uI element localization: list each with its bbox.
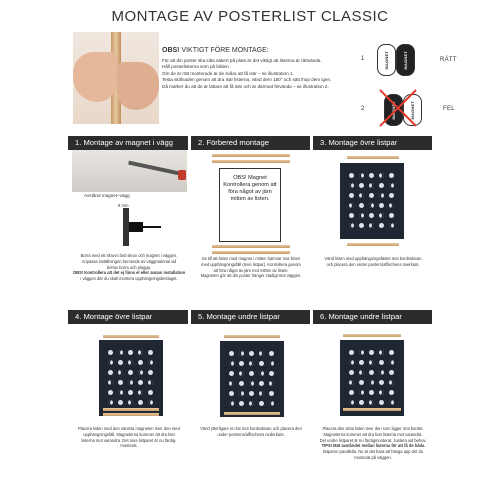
moon-dot [369, 390, 374, 395]
moon-dot [369, 193, 374, 198]
rail-step4-bottom-2 [103, 413, 159, 416]
mm-label: 8 mm [118, 203, 129, 208]
moon-dot [349, 173, 354, 178]
moon-dot [239, 401, 244, 406]
moon-dot [369, 183, 374, 188]
wrong-label: FEL [443, 106, 455, 112]
moon-dot [359, 370, 364, 375]
step-4-caption: Placera listen med den vänstra magneten över den med upphängningsfäll. Magneterna kommer att dra fast listerna mot varandra. Det övre listparet är nu färdig- monterat. [78, 426, 180, 449]
moon-dot [269, 391, 274, 396]
moon-dot [269, 401, 274, 406]
moon-dot [138, 350, 143, 355]
moon-dot [138, 370, 143, 375]
right-label: RÄTT [440, 57, 457, 63]
moon-dot [249, 381, 254, 386]
magnet-bar-dark-1: MAGNET [396, 44, 415, 76]
moon-dot [379, 350, 384, 355]
step-1-header: 1. Montage av magnet i vägg [68, 136, 188, 150]
moon-dot [369, 370, 374, 375]
moon-dot [138, 360, 143, 365]
moon-dot [359, 350, 364, 355]
magnet-note-card [219, 168, 281, 242]
moon-dot [359, 203, 364, 208]
rail-step4-bottom-1 [103, 408, 159, 411]
moon-dot [108, 380, 113, 385]
moon-dot [249, 401, 254, 406]
moon-dot [259, 391, 264, 396]
moon-dot [229, 381, 234, 386]
moon-dot [108, 370, 113, 375]
moon-dot [229, 371, 234, 376]
moon-dot [118, 400, 123, 405]
rail-step6-top [343, 334, 401, 337]
moon-dot [349, 400, 354, 405]
moon-dot [369, 350, 374, 355]
right-hand [117, 62, 159, 110]
step-1-caption: Borra med ett skruvs fast skruv och magnet i väggen. Anpassa inställningen beroende av väggmaterial vid behov borra och plugga. OBS! Kontrollera att det ej finns el eller annan installation i väggen där du skall montera upphängningsbeslaget. [72, 253, 186, 282]
moon-dot [108, 390, 113, 395]
magnet-bar-dark-2: MAGNET [384, 94, 403, 126]
rail-top-1 [212, 154, 290, 157]
moon-dot [249, 351, 254, 356]
moon-dot [359, 173, 364, 178]
moon-dot [269, 361, 274, 366]
moon-dot [249, 391, 254, 396]
intro-line: Om de är rätt monterade är de svåra att få isär – se illustration 1. [162, 70, 294, 76]
moon-dot [369, 213, 374, 218]
moon-dot [379, 390, 384, 395]
intro-line: För att din poster ska sitta säkert på plats är det viktigt att listerna är rättvända. [162, 58, 322, 63]
moon-dot [259, 361, 264, 366]
moon-dot [148, 390, 153, 395]
moon-dot [239, 391, 244, 396]
moon-dot [379, 223, 384, 228]
step-5-header: 5. Montage undre listpar [191, 310, 310, 324]
intro-heading: OBS! VIKTIGT FÖRE MONTAGE: [162, 47, 269, 54]
intro-line: Håll posterlisterna som på bilden. [162, 64, 230, 70]
moon-dot [108, 360, 113, 365]
moon-dot [239, 351, 244, 356]
moon-dot [239, 381, 244, 386]
magnet-note-text: OBS! Magnet Kontrollera genom att föra något av järn mitten av listen. [223, 175, 277, 202]
moon-dot [229, 361, 234, 366]
magnet-bar-light-2: MAGNET [403, 94, 422, 126]
moon-dot [349, 193, 354, 198]
moon-dot [128, 360, 133, 365]
left-hand [73, 52, 117, 102]
moon-dot [349, 370, 354, 375]
moon-dot [259, 351, 264, 356]
moon-dot [148, 380, 153, 385]
moon-dot [359, 183, 364, 188]
distance-label: Avstånd magnet–vägg [84, 193, 130, 198]
moon-dot [128, 370, 133, 375]
moon-dot [118, 350, 123, 355]
moon-dot [389, 213, 394, 218]
moon-dot [138, 390, 143, 395]
moon-dot [229, 401, 234, 406]
moon-dot [148, 350, 153, 355]
poster-step6 [340, 340, 404, 416]
moon-dot [389, 370, 394, 375]
moon-dot [359, 360, 364, 365]
moon-dot [148, 370, 153, 375]
moon-dot [349, 213, 354, 218]
moon-dot [389, 380, 394, 385]
moon-dot [359, 223, 364, 228]
diagram-number-1: 1 [361, 56, 365, 62]
moon-dot [239, 361, 244, 366]
step-3-caption: Vänd listen med upphängningsfästet mot bordsskivan och placera den under postern/affischens överkant. [324, 256, 422, 267]
moon-dot [379, 203, 384, 208]
step-6-caption: Placera den sista listen över den som ligger mot bordet. Magneterna kommer att dra fast listerna mot varandra. Det undre listparet är nu färdigmonterat. Justera vid behov. TIPS! Mät avståndet mellan listerna för att få de båda listparen parallella. Nu är det bara att hänga upp det du monterat på väggen. [319, 426, 427, 460]
moon-dot [349, 360, 354, 365]
moon-dot [249, 371, 254, 376]
step-4-header: 4. Montage övre listpar [68, 310, 188, 324]
rail-step5-bottom [224, 412, 280, 415]
moon-dot [259, 371, 264, 376]
moon-dot [118, 380, 123, 385]
moon-dot [128, 350, 133, 355]
moon-dot [379, 370, 384, 375]
step-3-header: 3. Montage övre listpar [313, 136, 432, 150]
step-2-header: 2. Förbered montage [191, 136, 310, 150]
moon-dot [128, 380, 133, 385]
rail-top-2 [212, 160, 290, 163]
moon-dot [349, 350, 354, 355]
moon-dot [379, 213, 384, 218]
magnet-block [129, 222, 143, 232]
step-5-caption: Vänd ytterligare en list mot bordsskivan och placera den under posterns/affischens nederkant. [200, 426, 302, 437]
moon-dot [249, 361, 254, 366]
page-title: MONTAGE AV POSTERLIST CLASSIC [111, 8, 389, 25]
diagram-number-2: 2 [361, 106, 365, 112]
moon-dot [379, 183, 384, 188]
intro-line: Då märker du att de är lättare att få isär och är därmed felvända – se illustration 2. [162, 83, 329, 89]
wrong-cross-icon [376, 86, 420, 130]
moon-dot [379, 173, 384, 178]
moon-dot [138, 380, 143, 385]
moon-dot [239, 371, 244, 376]
moon-dot [389, 183, 394, 188]
moon-dot [389, 193, 394, 198]
moon-dot [349, 223, 354, 228]
moon-dot [148, 360, 153, 365]
moon-dot [389, 400, 394, 405]
rail-bottom-2 [212, 251, 290, 254]
moon-dot [379, 193, 384, 198]
moon-dot [259, 401, 264, 406]
moon-dot [349, 203, 354, 208]
moon-dot [148, 400, 153, 405]
moon-dot [118, 390, 123, 395]
drill-body [178, 170, 186, 180]
moon-dot [389, 360, 394, 365]
magnet-bar-light-1: MAGNET [377, 44, 396, 76]
moon-dot [108, 400, 113, 405]
moon-dot [369, 400, 374, 405]
moon-dot [269, 371, 274, 376]
moon-dot [379, 360, 384, 365]
moon-dot [349, 183, 354, 188]
screw [143, 226, 161, 228]
moon-dot [389, 350, 394, 355]
hands-photo [73, 32, 159, 124]
moon-dot [359, 390, 364, 395]
moon-dot [359, 213, 364, 218]
rail-step5-top [224, 335, 280, 338]
moon-dot [118, 370, 123, 375]
moon-dot [259, 381, 264, 386]
rail-step6-bottom [343, 408, 401, 411]
moon-dot [229, 351, 234, 356]
poster-step4 [99, 340, 163, 416]
rail-step4-top [103, 335, 159, 338]
moon-dot [389, 173, 394, 178]
moon-dot [389, 390, 394, 395]
rail-step3-bottom [347, 243, 399, 246]
moon-dot [379, 400, 384, 405]
step-2-caption: Se till att listen med magnet i mitten hamnar mot listen med upphängningsfäll (övre listpar). Kontrollera genom att föra något av järn mot mitten av listen. Magneten gör att din poster hänger stadigt mot väggen. [200, 256, 302, 279]
moon-dot [359, 193, 364, 198]
moon-dot [369, 223, 374, 228]
moon-dot [138, 400, 143, 405]
moon-dot [128, 390, 133, 395]
moon-dot [128, 400, 133, 405]
moon-dot [389, 203, 394, 208]
moon-dot [269, 351, 274, 356]
moon-dot [369, 380, 374, 385]
rail-bottom-1 [212, 245, 290, 248]
moon-dot [379, 380, 384, 385]
intro-text [162, 46, 382, 90]
moon-dot [118, 360, 123, 365]
moon-dot [389, 223, 394, 228]
poster-step3 [340, 163, 404, 239]
moon-dot [269, 381, 274, 386]
moon-dot [359, 380, 364, 385]
moon-dot [229, 391, 234, 396]
moon-dot [369, 173, 374, 178]
moon-dot [369, 203, 374, 208]
poster-step5 [220, 341, 284, 417]
step-6-header: 6. Montage undre listpar [313, 310, 432, 324]
moon-dot [108, 350, 113, 355]
moon-dot [359, 400, 364, 405]
moon-dot [349, 390, 354, 395]
rail-step3-top [347, 156, 399, 159]
moon-dot [369, 360, 374, 365]
intro-line: Testa skillnaden genom att dra isär listerna, vänd dem 180° och sätt ihop dem igen. [162, 77, 332, 83]
moon-dot [349, 380, 354, 385]
